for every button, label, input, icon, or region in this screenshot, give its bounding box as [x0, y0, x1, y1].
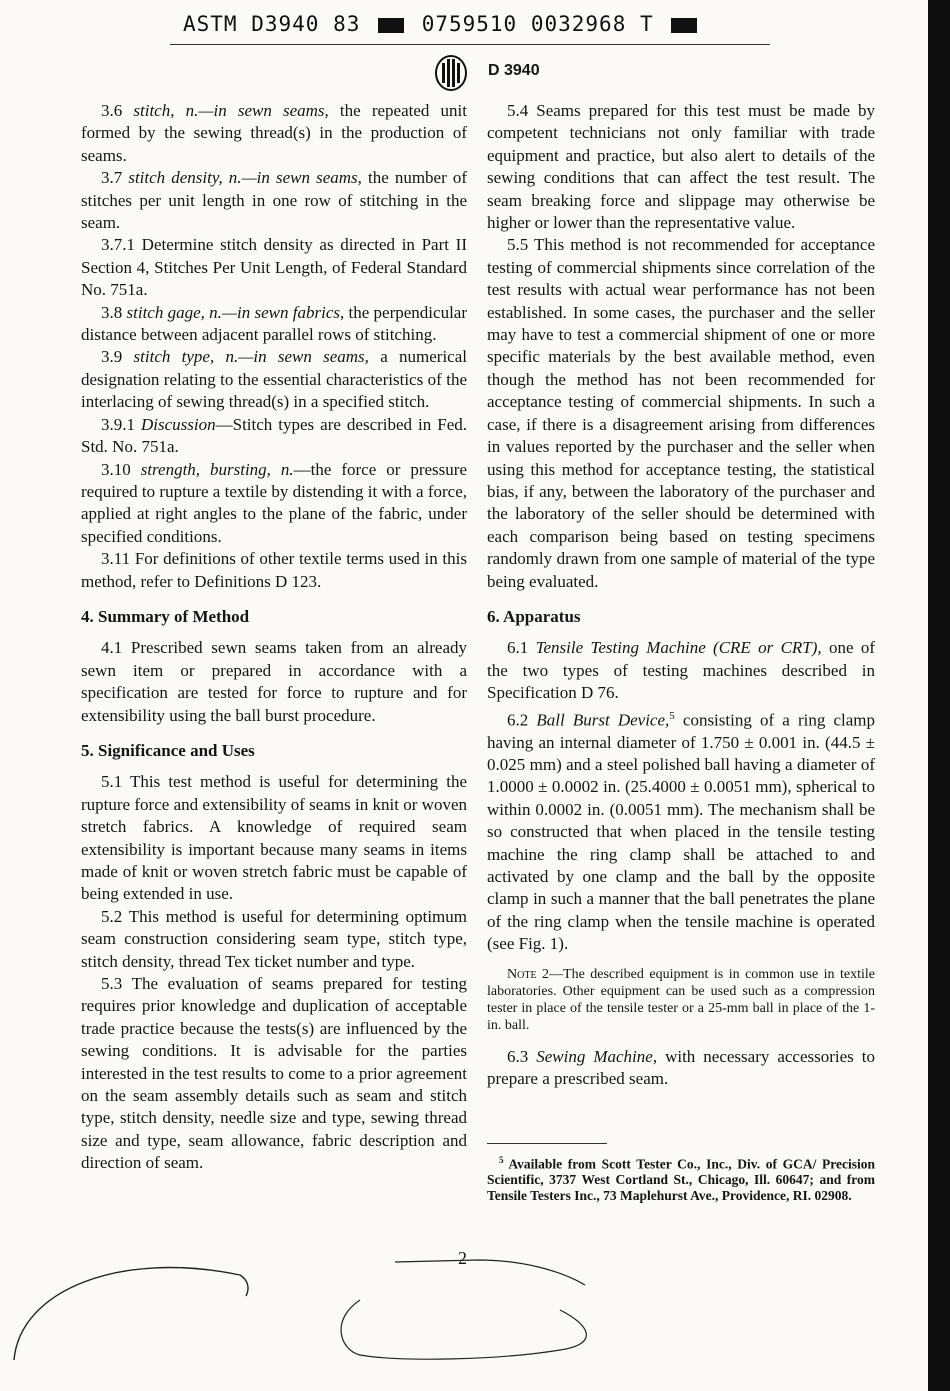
paragraph-3-8: 3.8 stitch gage, n.—in sewn fabrics, the perpendicular distance between adjacent parallel rows of stitching. [81, 302, 468, 345]
right-column [487, 100, 875, 1204]
paragraph-3-9: 3.9 stitch type, n.—in sewn seams, a numerical designation relating to the essential characteristics of the interlacing of sewing thread(s) in a specified stitch. [81, 347, 467, 412]
block-mark-icon [378, 18, 404, 33]
paragraph-5-2: 5.2 This method is useful for determining optimum seam construction considering seam type, stitch type, stitch density, thread Tex ticket number and type. [81, 906, 467, 971]
paragraph-3-11: 3.11 For definitions of other textile terms used in this method, refer to Definitions D 123. [81, 549, 467, 591]
paragraph-3-6: 3.6 stitch, n.—in sewn seams, the repeated unit formed by the sewing thread(s) in the production of seams. [81, 101, 467, 165]
paragraph-5-5: 5.5 This method is not recommended for acceptance testing of commercial shipments since correlation of the test results with actual wear performance has not been established. In some cases, the purchaser and the seller may have to test a commercial shipment of one or more specific materials by the best available method, even though the method has not been recommended for acceptance testing of commercial shipments. In such a case, if there is a disagreement arising from differences in values reported by the purchaser and the seller when using this method for acceptance testing, the statistical bias, if any, between the laboratory of the purchaser and the laboratory of the seller should be determined with each comparison being based on testing specimens randomly drawn from one sample of material of the type being evaluated. [487, 235, 875, 591]
section-heading-4: 4. Summary of Method [81, 606, 250, 626]
paragraph-3-9-1: 3.9.1 Discussion—Stitch types are described in Fed. Std. No. 751a. [81, 414, 468, 457]
section-heading-5: 5. Significance and Uses [81, 740, 255, 760]
note-2: Note 2—The described equipment is in common use in textile laboratories. Other equipment can be used such as a compression tester in place of the tensile tester or a 25-mm ball in place of the 1-in. ball. [487, 966, 875, 1033]
barcode-left-text: ASTM D3940 83 [183, 12, 361, 36]
pen-scribble-icon [0, 1230, 640, 1390]
left-column [81, 100, 467, 1175]
paragraph-6-3: 6.3 Sewing Machine, with necessary accessories to prepare a prescribed seam. [487, 1046, 876, 1089]
paragraph-6-1: 6.1 Tensile Testing Machine (CRE or CRT), one of the two types of testing machines described in Specification D 76. [487, 638, 876, 703]
footnote-rule [487, 1143, 607, 1144]
footnote-5: $^5$ Available from Scott Tester Co., Inc., Div. of GCA/ Precision Scientific, 3737 West Cortland St., Chicago, Ill. 60647; and from Tensile Testers Inc., 73 Maplehurst Ave., Providence, RI. 02908. [487, 1154, 875, 1203]
astm-logo-icon [434, 54, 468, 92]
section-heading-6: 6. Apparatus [487, 606, 581, 626]
header-rule [170, 44, 770, 45]
scan-edge-bar [928, 0, 950, 1391]
paragraph-3-10: 3.10 strength, bursting, n.—the force or pressure required to rupture a textile by distending it with a force, applied at right angles to the plane of the fabric, under specified conditions. [81, 459, 467, 546]
paragraph-3-7-1: 3.7.1 Determine stitch density as directed in Part II Section 4, Stitches Per Unit Length, of Federal Standard No. 751a. [81, 235, 467, 300]
paragraph-5-3: 5.3 The evaluation of seams prepared for testing requires prior knowledge and duplication of acceptable trade practice because the tests(s) are influenced by the sewing conditions. It is advisable for the parties interested in the test results to come to a prior agreement on the seam assembly details such as seam and stitch type, stitch density, needle size and type, sewing thread size and type, seam allowance, fabric description and direction of seam. [81, 974, 467, 1173]
header-barcode-line [183, 12, 763, 36]
page-number: 2 [458, 1248, 467, 1268]
paragraph-4-1: 4.1 Prescribed sewn seams taken from an already sewn item or prepared in accordance with a specification are tested for force to rupture and for extensibility using the ball burst procedure. [81, 638, 467, 725]
barcode-right-text: 0759510 0032968 T [421, 12, 654, 36]
paragraph-5-1: 5.1 This test method is useful for determining the rupture force and extensibility of seams in knit or woven stretch fabrics. A knowledge of required seam extensibility is important because many seams in items made of knit or woven stretch fabric must be capable of being extended in use. [81, 772, 467, 904]
block-mark-icon [671, 18, 697, 33]
paragraph-6-2: 6.2 Ball Burst Device,$^5$ consisting of a ring clamp having an internal diameter of 1.750 ± 0.001 in. (44.5 ± 0.025 mm) and a steel polished ball having a diameter of 1.0000 ± 0.0002 in. (25.4000 ± 0.0051 mm), spherical to within 0.0002 in. (0.0051 mm). The mechanism shall be so constructed that when placed in the tensile testing machine the ring clamp shall be attached to and activated by one clamp and the ball by the opposite clamp in such a manner that the ball penetrates the plane of the ring clamp when the tensile machine is operated (see Fig. 1). [487, 709, 876, 954]
paragraph-5-4: 5.4 Seams prepared for this test must be made by competent technicians not only familiar with trade equipment and practice, but also alert to details of the sewing conditions that can affect the test result. The seam breaking force and slippage may otherwise be higher or lower than the representative value. [487, 101, 875, 233]
designation-label: D 3940 [488, 62, 540, 79]
paragraph-3-7: 3.7 stitch density, n.—in sewn seams, the number of stitches per unit length in one row of stitching in the seam. [81, 168, 468, 233]
